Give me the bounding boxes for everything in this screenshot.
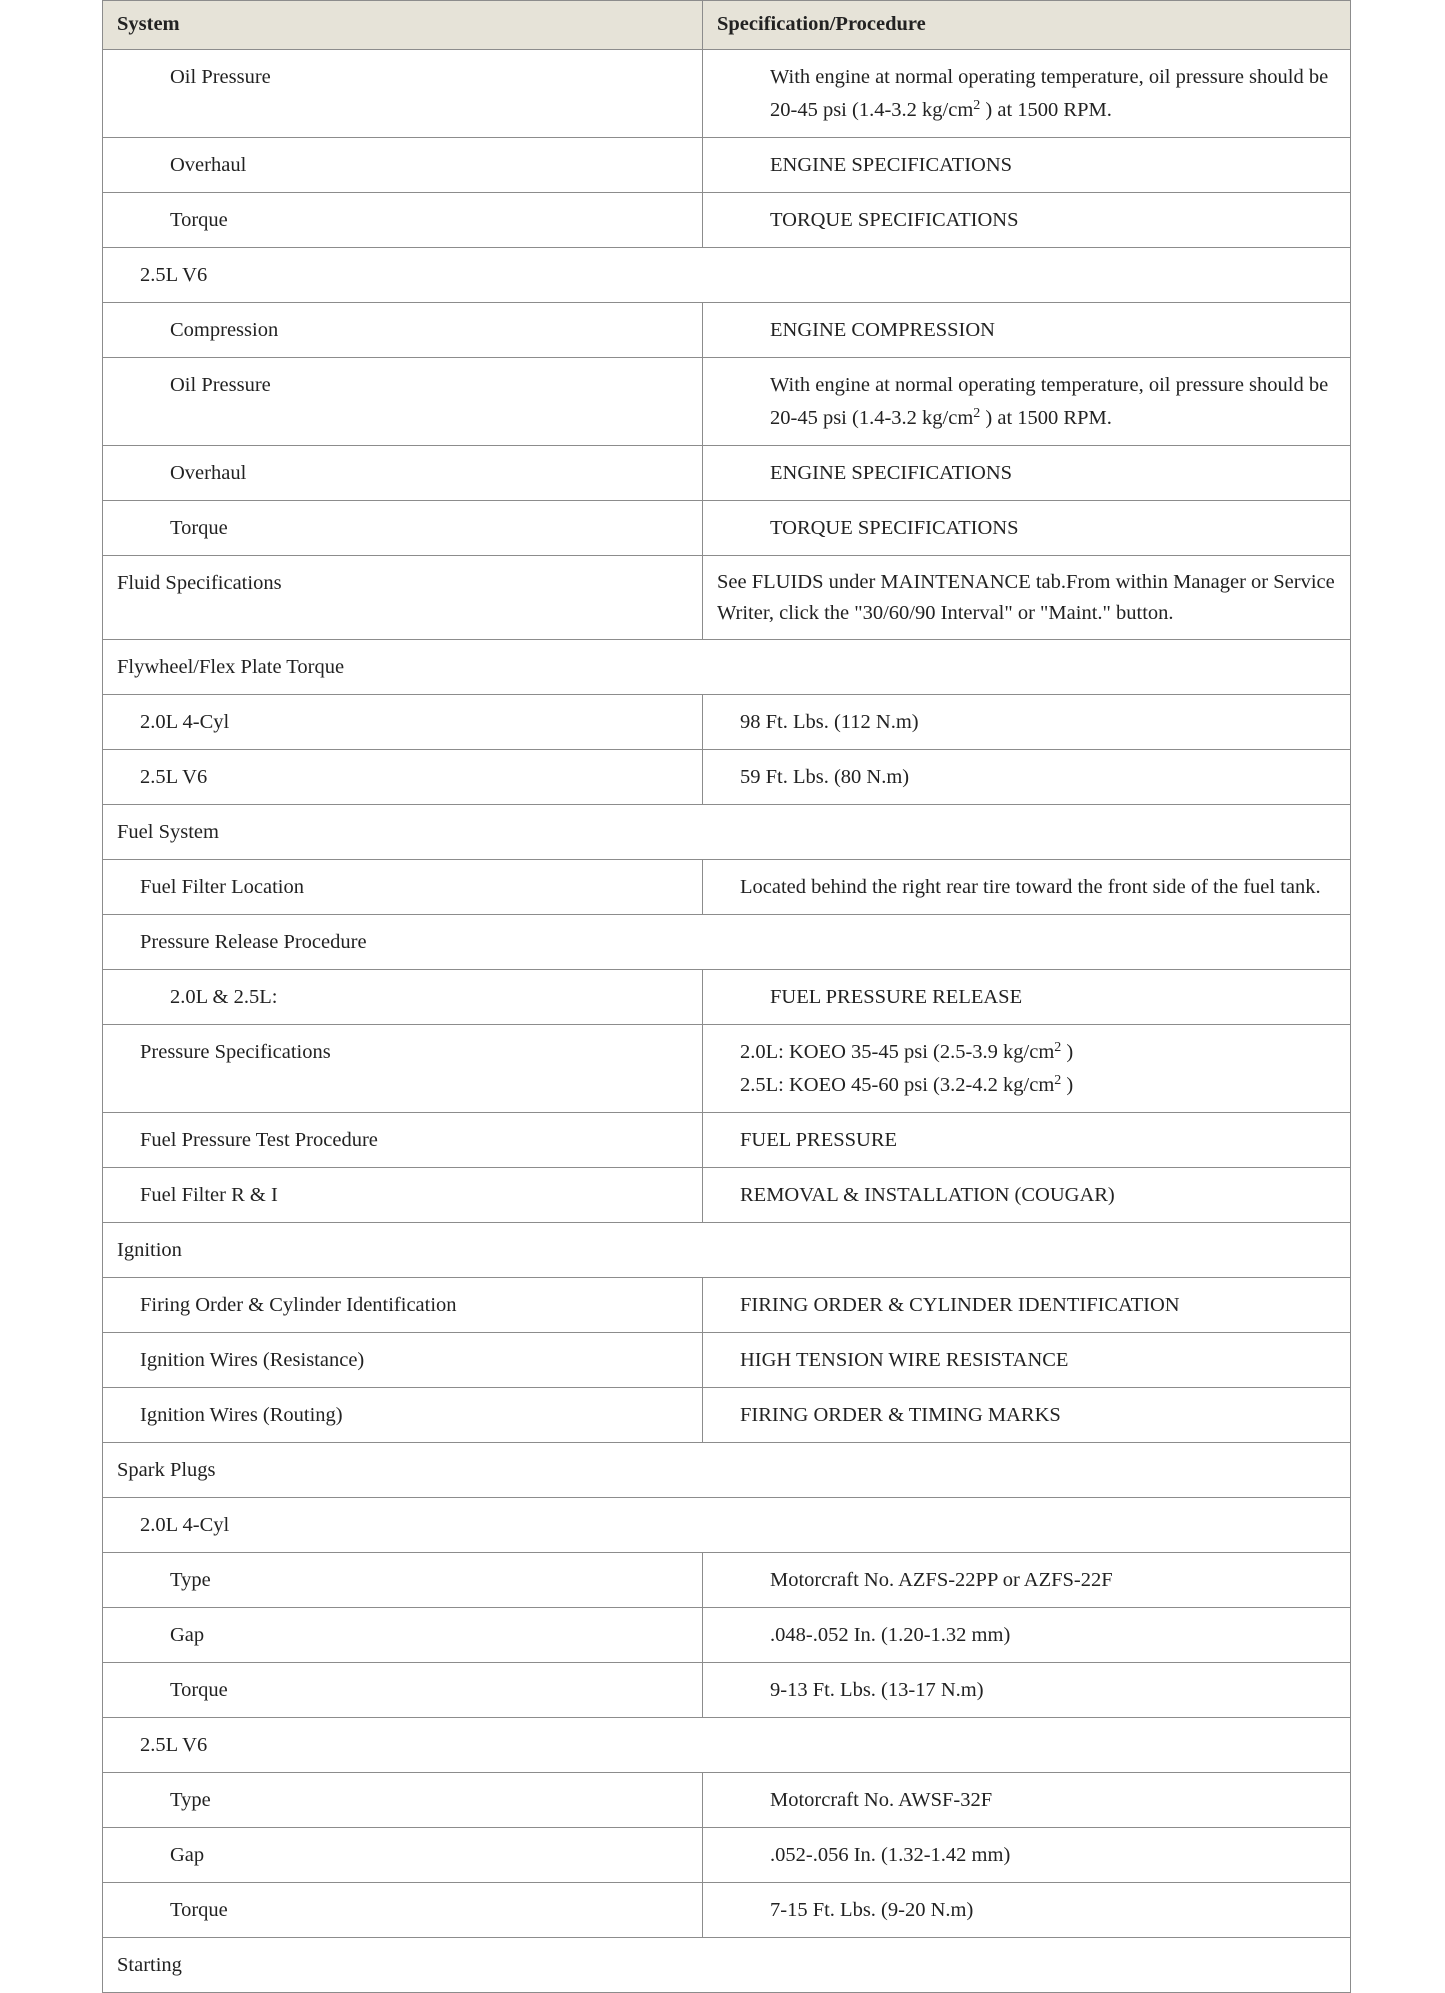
system-cell: Torque xyxy=(103,501,703,556)
spec-cell: FIRING ORDER & CYLINDER IDENTIFICATION xyxy=(703,1278,1351,1333)
system-cell: Gap xyxy=(103,1828,703,1883)
system-cell: Compression xyxy=(103,303,703,358)
table-row xyxy=(103,1278,1351,1333)
section-row xyxy=(103,1223,1351,1278)
section-label: 2.0L 4-Cyl xyxy=(103,1498,1351,1553)
header-spec: Specification/Procedure xyxy=(703,1,1351,50)
system-cell: Firing Order & Cylinder Identification xyxy=(103,1278,703,1333)
section-row xyxy=(103,1938,1351,1993)
table-row xyxy=(103,970,1351,1025)
table-row xyxy=(103,1773,1351,1828)
table-row xyxy=(103,750,1351,805)
section-row xyxy=(103,1718,1351,1773)
system-cell: 2.5L V6 xyxy=(103,750,703,805)
table-row xyxy=(103,501,1351,556)
table-row xyxy=(103,695,1351,750)
section-label: Fuel System xyxy=(103,805,1351,860)
spec-cell: See FLUIDS under MAINTENANCE tab.From within Manager or Service Writer, click the "30/60/90 Interval" or "Maint." button. xyxy=(703,556,1351,640)
spec-cell: ENGINE SPECIFICATIONS xyxy=(703,446,1351,501)
spec-cell: FIRING ORDER & TIMING MARKS xyxy=(703,1388,1351,1443)
superscript: 2 xyxy=(1054,1040,1062,1055)
system-cell: Overhaul xyxy=(103,138,703,193)
system-cell: Overhaul xyxy=(103,446,703,501)
table-row xyxy=(103,1113,1351,1168)
spec-table xyxy=(102,0,1351,1993)
spec-cell: HIGH TENSION WIRE RESISTANCE xyxy=(703,1333,1351,1388)
table-row xyxy=(103,193,1351,248)
table-row xyxy=(103,1333,1351,1388)
header-system: System xyxy=(103,1,703,50)
section-row xyxy=(103,805,1351,860)
table-row xyxy=(103,138,1351,193)
spec-cell: .052-.056 In. (1.32-1.42 mm) xyxy=(703,1828,1351,1883)
superscript: 2 xyxy=(1054,1073,1062,1088)
table-row xyxy=(103,358,1351,446)
spec-cell: FUEL PRESSURE xyxy=(703,1113,1351,1168)
system-cell: 2.0L & 2.5L: xyxy=(103,970,703,1025)
section-row xyxy=(103,1443,1351,1498)
spec-cell xyxy=(703,50,1351,138)
spec-cell xyxy=(703,1025,1351,1113)
spec-cell: 9-13 Ft. Lbs. (13-17 N.m) xyxy=(703,1663,1351,1718)
table-row xyxy=(103,1883,1351,1938)
spec-text: With engine at normal operating temperature, oil pressure should be 20-45 psi (1.4-3.2 kg/cm xyxy=(770,374,1329,429)
table-row xyxy=(103,556,1351,640)
table-row xyxy=(103,1168,1351,1223)
spec-text: ) xyxy=(1061,1041,1074,1063)
system-cell: Fuel Filter Location xyxy=(103,860,703,915)
table-row xyxy=(103,1828,1351,1883)
spec-text: ) at 1500 RPM. xyxy=(980,99,1112,121)
table-row xyxy=(103,303,1351,358)
table-row xyxy=(103,1025,1351,1113)
section-label: Spark Plugs xyxy=(103,1443,1351,1498)
section-label: Pressure Release Procedure xyxy=(103,915,1351,970)
table-row xyxy=(103,50,1351,138)
system-cell: Fuel Filter R & I xyxy=(103,1168,703,1223)
table-row xyxy=(103,1388,1351,1443)
table-row xyxy=(103,1663,1351,1718)
spec-cell: Motorcraft No. AWSF-32F xyxy=(703,1773,1351,1828)
table-row xyxy=(103,446,1351,501)
spec-cell xyxy=(703,358,1351,446)
header-row xyxy=(103,1,1351,50)
system-cell: Gap xyxy=(103,1608,703,1663)
table-row xyxy=(103,860,1351,915)
system-cell: Type xyxy=(103,1553,703,1608)
system-cell: Fuel Pressure Test Procedure xyxy=(103,1113,703,1168)
spec-cell: ENGINE SPECIFICATIONS xyxy=(703,138,1351,193)
spec-line xyxy=(740,1036,1336,1069)
spec-cell: ENGINE COMPRESSION xyxy=(703,303,1351,358)
system-cell: Oil Pressure xyxy=(103,358,703,446)
spec-cell: 98 Ft. Lbs. (112 N.m) xyxy=(703,695,1351,750)
superscript: 2 xyxy=(973,98,981,113)
spec-text: 2.0L: KOEO 35-45 psi (2.5-3.9 kg/cm xyxy=(740,1041,1055,1063)
system-cell: 2.0L 4-Cyl xyxy=(103,695,703,750)
section-label: 2.5L V6 xyxy=(103,248,1351,303)
system-cell: Type xyxy=(103,1773,703,1828)
spec-cell: Located behind the right rear tire toward the front side of the fuel tank. xyxy=(703,860,1351,915)
section-label: Starting xyxy=(103,1938,1351,1993)
table-body xyxy=(103,50,1351,1993)
section-row xyxy=(103,915,1351,970)
spec-text: ) at 1500 RPM. xyxy=(980,407,1112,429)
spec-cell: 59 Ft. Lbs. (80 N.m) xyxy=(703,750,1351,805)
system-cell: Torque xyxy=(103,1883,703,1938)
table-header xyxy=(103,1,1351,50)
spec-text: 2.5L: KOEO 45-60 psi (3.2-4.2 kg/cm xyxy=(740,1074,1055,1096)
section-label: Ignition xyxy=(103,1223,1351,1278)
section-row xyxy=(103,248,1351,303)
table-row xyxy=(103,1608,1351,1663)
section-label: 2.5L V6 xyxy=(103,1718,1351,1773)
system-cell: Torque xyxy=(103,1663,703,1718)
section-label: Flywheel/Flex Plate Torque xyxy=(103,640,1351,695)
spec-cell: .048-.052 In. (1.20-1.32 mm) xyxy=(703,1608,1351,1663)
system-cell: Pressure Specifications xyxy=(103,1025,703,1113)
spec-text: With engine at normal operating temperature, oil pressure should be 20-45 psi (1.4-3.2 kg/cm xyxy=(770,66,1329,121)
section-row xyxy=(103,640,1351,695)
system-cell: Ignition Wires (Resistance) xyxy=(103,1333,703,1388)
system-cell: Ignition Wires (Routing) xyxy=(103,1388,703,1443)
system-cell: Torque xyxy=(103,193,703,248)
spec-cell: TORQUE SPECIFICATIONS xyxy=(703,193,1351,248)
system-cell: Oil Pressure xyxy=(103,50,703,138)
spec-text: ) xyxy=(1061,1074,1074,1096)
spec-cell: TORQUE SPECIFICATIONS xyxy=(703,501,1351,556)
spec-cell: REMOVAL & INSTALLATION (COUGAR) xyxy=(703,1168,1351,1223)
system-cell: Fluid Specifications xyxy=(103,556,703,640)
table-row xyxy=(103,1553,1351,1608)
spec-cell: Motorcraft No. AZFS-22PP or AZFS-22F xyxy=(703,1553,1351,1608)
spec-line xyxy=(740,1069,1336,1102)
spec-cell: 7-15 Ft. Lbs. (9-20 N.m) xyxy=(703,1883,1351,1938)
section-row xyxy=(103,1498,1351,1553)
spec-cell: FUEL PRESSURE RELEASE xyxy=(703,970,1351,1025)
superscript: 2 xyxy=(973,406,981,421)
